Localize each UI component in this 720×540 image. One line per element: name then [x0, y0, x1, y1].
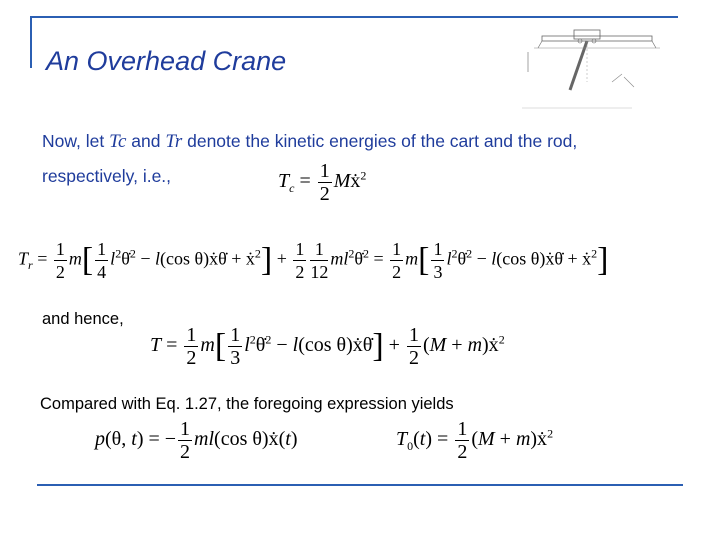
frame-bottom-line — [37, 484, 683, 486]
symbol-tr: Tr — [165, 131, 183, 152]
symbol-tc: Tc — [109, 131, 127, 152]
equation-tr: $T_r$ = $\frac{1}{2}$ m[ $\frac{1}{4}$ $l^2\thetȧ^2 - l(\cos$ θ)ẋθ̇ + ẋ$^2$] + $\frac{1}{2}$ $\frac{1}{12}$ $ml^2\thetȧ^2$ = $\frac{1}{2}$ m[ $\frac{1}{3}$ $l^2\thetȧ^2 - l(\cos$ θ)ẋθ̇ + ẋ$^2$] — [18, 239, 609, 282]
and-hence-text: and hence, — [42, 310, 124, 328]
overhead-crane-figure — [512, 22, 677, 112]
equation-tc: $T_c$ = $\frac{1}{2}$ Mẋ$^2$ — [278, 160, 367, 205]
intro-text: Now, let Tc and Tr denote the kinetic energies of the cart and the rod, respectively, i.e., — [42, 131, 578, 186]
frame-left-line — [30, 16, 32, 68]
equation-p: p(θ, t) = − $\frac{1}{2}$ ml(cos θ)ẋ(t) — [95, 418, 298, 463]
frame-top-line — [30, 16, 678, 18]
slide-title: An Overhead Crane — [46, 46, 287, 76]
compared-text: Compared with Eq. 1.27, the foregoing expression yields — [40, 395, 454, 413]
equation-t: T = $\frac{1}{2}$ m[ $\frac{1}{3}$ $l^2\thetȧ^2 - l(\cos$ θ)ẋθ̇] + $\frac{1}{2}$ (M + m)ẋ$^2$ — [150, 324, 505, 369]
equation-t0: $T_0(t)$ = $\frac{1}{2}$ (M + m)ẋ$^2$ — [396, 418, 554, 463]
